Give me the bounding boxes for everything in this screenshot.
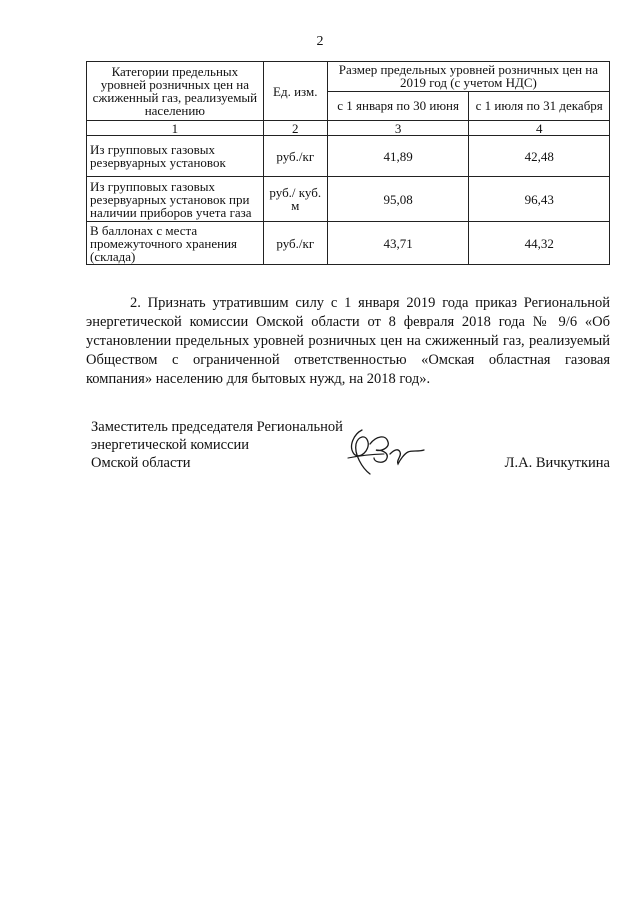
table-row bbox=[87, 222, 610, 265]
column-number: 2 bbox=[263, 121, 327, 136]
row-unit: руб./ куб. м bbox=[263, 177, 327, 222]
column-numbers-row bbox=[87, 121, 610, 136]
row-price-2: 42,48 bbox=[469, 136, 610, 177]
row-category: В баллонах с места промежуточного хранения (склада) bbox=[87, 222, 264, 265]
header-unit: Ед. изм. bbox=[263, 62, 327, 121]
column-number: 3 bbox=[327, 121, 469, 136]
row-unit: руб./кг bbox=[263, 136, 327, 177]
row-unit: руб./кг bbox=[263, 222, 327, 265]
row-price-1: 43,71 bbox=[327, 222, 469, 265]
signatory-line: Омской области bbox=[91, 455, 191, 471]
table-row bbox=[87, 177, 610, 222]
table-row bbox=[87, 136, 610, 177]
row-price-2: 44,32 bbox=[469, 222, 610, 265]
header-price-group: Размер предельных уровней розничных цен на 2019 год (с учетом НДС) bbox=[327, 62, 609, 92]
header-period-2: с 1 июля по 31 декабря bbox=[469, 91, 610, 121]
price-table bbox=[86, 61, 610, 265]
row-price-1: 41,89 bbox=[327, 136, 469, 177]
row-category: Из групповых газовых резервуарных установок при наличии приборов учета газа bbox=[87, 177, 264, 222]
page-number: 2 bbox=[316, 34, 324, 49]
row-price-1: 95,08 bbox=[327, 177, 469, 222]
header-period-1: с 1 января по 30 июня bbox=[327, 91, 469, 121]
body-paragraph: 2. Признать утратившим силу с 1 января 2019 года приказ Региональной энергетической комиссии Омской области от 8 февраля 2018 года № 9/6 «Об установлении предельных уровней розничных цен на сжиженный газ, реализуемый Обществом с ограниченной ответственностью «Омская областная газовая компания» населению для бытовых нужд, на 2018 год». bbox=[86, 295, 610, 387]
row-price-2: 96,43 bbox=[469, 177, 610, 222]
signatory-line: энергетической комиссии bbox=[91, 437, 250, 453]
column-number: 4 bbox=[469, 121, 610, 136]
column-number: 1 bbox=[87, 121, 264, 136]
signatory-name: Л.А. Вичкуткина bbox=[504, 455, 610, 471]
row-category: Из групповых газовых резервуарных установок bbox=[87, 136, 264, 177]
header-category: Категории предельных уровней розничных цен на сжиженный газ, реализуемый населению bbox=[87, 62, 264, 121]
signatory-line: Заместитель председателя Региональной bbox=[91, 419, 343, 435]
table-header-row bbox=[87, 62, 610, 92]
